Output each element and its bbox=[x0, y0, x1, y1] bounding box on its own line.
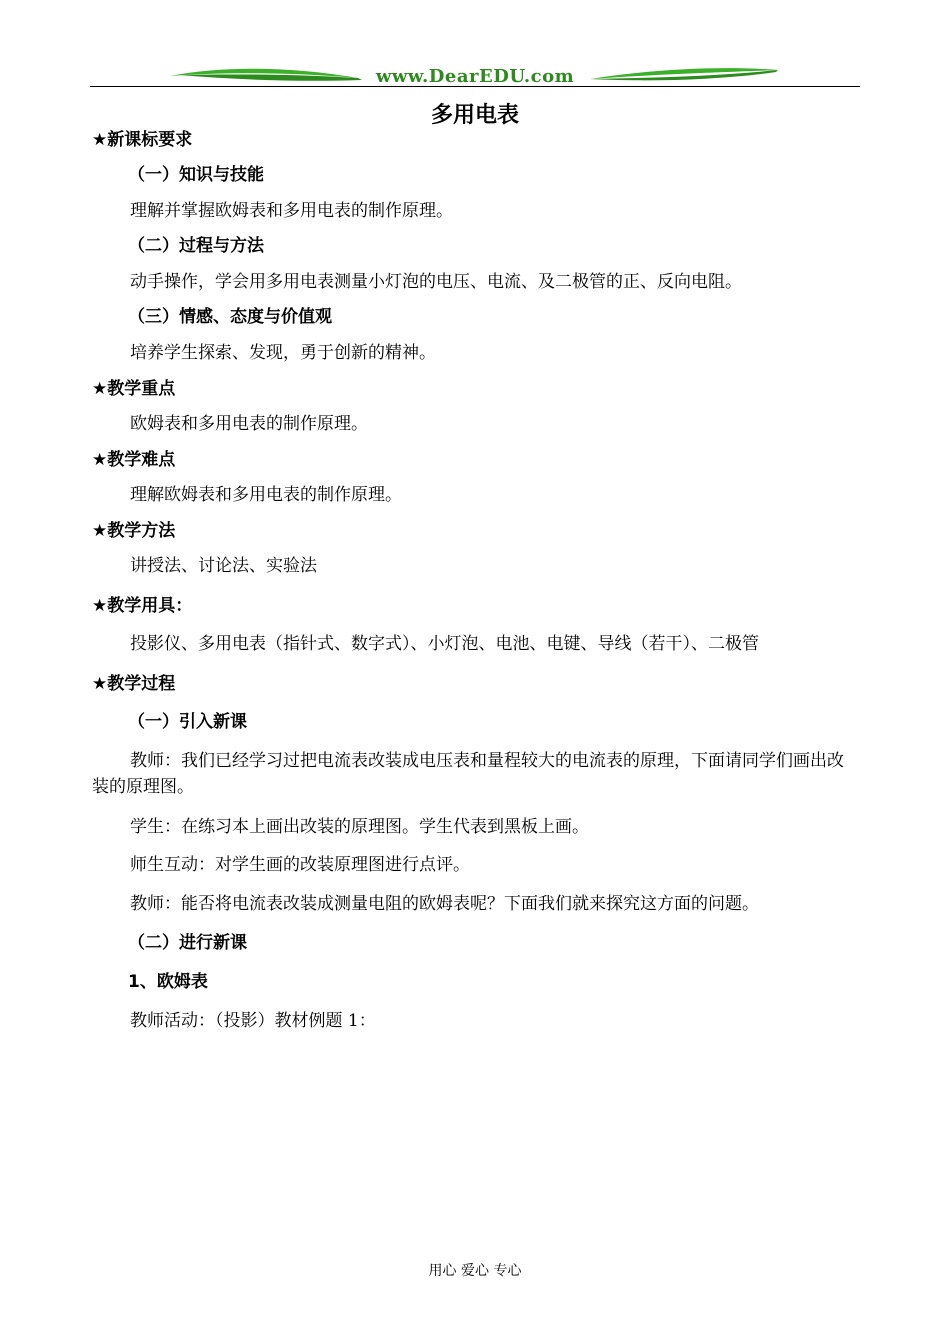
subheading-knowledge-skills: （一）知识与技能 bbox=[128, 165, 264, 185]
section-heading-process: ★教学过程 bbox=[92, 674, 176, 694]
section-heading-key-points: ★教学重点 bbox=[92, 379, 176, 399]
text-tools: 投影仪、多用电表（指针式、数字式）、小灯泡、电池、电键、导线（若干）、二极管 bbox=[130, 634, 759, 654]
text-student-activity: 学生：在练习本上画出改装的原理图。学生代表到黑板上画。 bbox=[130, 817, 589, 837]
subheading-intro: （一）引入新课 bbox=[128, 712, 247, 732]
paragraph-teacher-intro: 教师：我们已经学习过把电流表改装成电压表和量程较大的电流表的原理，下面请同学们画出改装的原理图。 bbox=[92, 751, 844, 797]
section-heading-methods: ★教学方法 bbox=[92, 521, 176, 541]
text-key-points: 欧姆表和多用电表的制作原理。 bbox=[130, 414, 368, 434]
section-heading-tools: ★教学用具： bbox=[92, 596, 193, 616]
text-interaction: 师生互动：对学生画的改装原理图进行点评。 bbox=[130, 855, 470, 875]
section-heading-difficulties: ★教学难点 bbox=[92, 450, 176, 470]
subheading-process-method: （二）过程与方法 bbox=[128, 236, 264, 256]
text-values: 培养学生探索、发现，勇于创新的精神。 bbox=[130, 343, 436, 363]
text-knowledge-skills: 理解并掌握欧姆表和多用电表的制作原理。 bbox=[130, 201, 453, 221]
subheading-values: （三）情感、态度与价值观 bbox=[128, 307, 332, 327]
subheading-new-lesson: （二）进行新课 bbox=[128, 933, 247, 953]
text-process-method: 动手操作，学会用多用电表测量小灯泡的电压、电流、及二极管的正、反向电阻。 bbox=[130, 272, 742, 292]
section-heading-requirements: ★新课标要求 bbox=[92, 130, 193, 150]
brand-text: www.DearEDU.com bbox=[375, 66, 575, 87]
text-teacher-activity: 教师活动：（投影）教材例题 1： bbox=[130, 1011, 376, 1031]
text-methods: 讲授法、讨论法、实验法 bbox=[130, 556, 317, 576]
subheading-ohmmeter: 1、欧姆表 bbox=[128, 972, 208, 992]
text-difficulties: 理解欧姆表和多用电表的制作原理。 bbox=[130, 485, 402, 505]
header-divider bbox=[90, 86, 860, 87]
page-footer: 用心 爱心 专心 bbox=[428, 1263, 522, 1279]
text-teacher-question: 教师：能否将电流表改装成测量电阻的欧姆表呢？下面我们就来探究这方面的问题。 bbox=[130, 894, 759, 914]
page-title: 多用电表 bbox=[430, 103, 519, 128]
